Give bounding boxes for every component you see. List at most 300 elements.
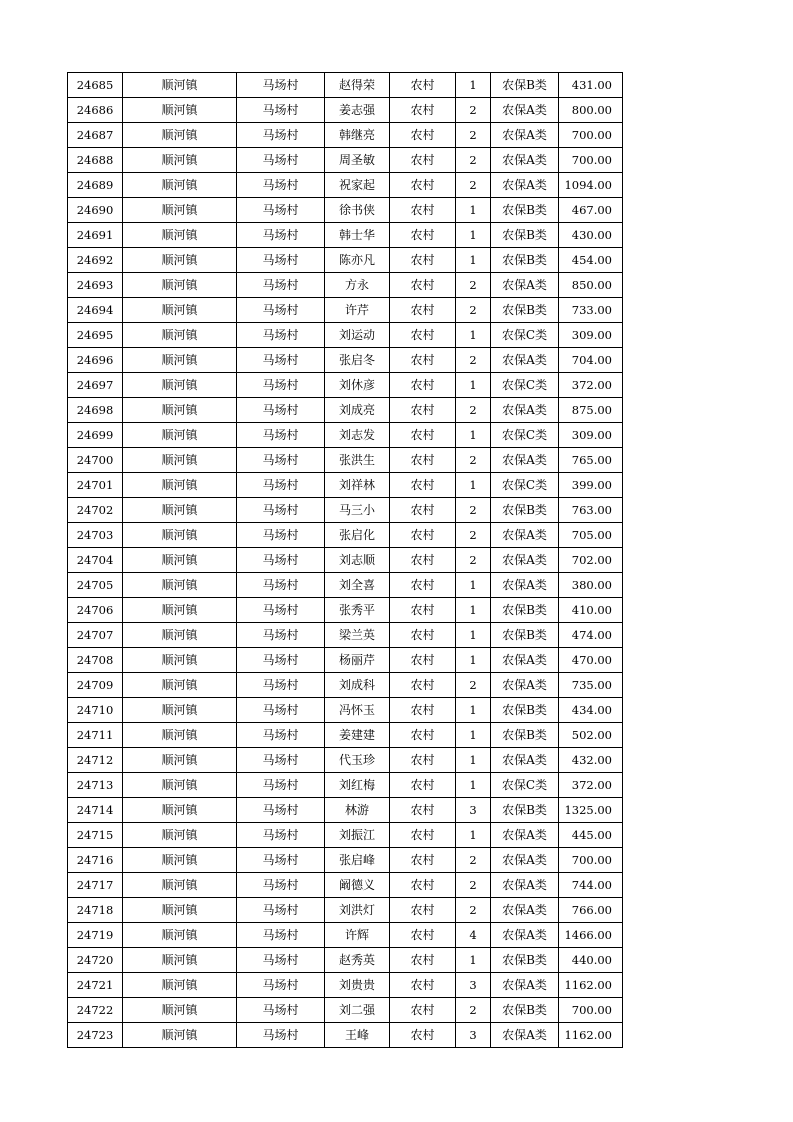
cell-household-count: 2 (456, 148, 491, 173)
cell-person-name: 刘志发 (325, 423, 390, 448)
cell-village: 马场村 (237, 323, 325, 348)
table-row (68, 648, 623, 673)
cell-insurance-category: 农保A类 (491, 973, 559, 998)
cell-household-count: 1 (456, 373, 491, 398)
cell-person-name: 张启峰 (325, 848, 390, 873)
cell-record-id: 24703 (68, 523, 123, 548)
cell-area-type: 农村 (390, 598, 456, 623)
cell-record-id: 24716 (68, 848, 123, 873)
cell-area-type: 农村 (390, 773, 456, 798)
cell-household-count: 2 (456, 273, 491, 298)
cell-amount: 763.00 (559, 498, 623, 523)
cell-record-id: 24691 (68, 223, 123, 248)
cell-insurance-category: 农保C类 (491, 373, 559, 398)
cell-insurance-category: 农保A类 (491, 448, 559, 473)
cell-person-name: 张秀平 (325, 598, 390, 623)
table-row (68, 573, 623, 598)
cell-person-name: 林游 (325, 798, 390, 823)
cell-area-type: 农村 (390, 548, 456, 573)
cell-village: 马场村 (237, 498, 325, 523)
cell-household-count: 2 (456, 448, 491, 473)
cell-record-id: 24705 (68, 573, 123, 598)
cell-person-name: 许辉 (325, 923, 390, 948)
cell-person-name: 周圣敏 (325, 148, 390, 173)
cell-household-count: 1 (456, 473, 491, 498)
cell-amount: 1162.00 (559, 973, 623, 998)
cell-insurance-category: 农保A类 (491, 823, 559, 848)
cell-insurance-category: 农保B类 (491, 948, 559, 973)
cell-record-id: 24698 (68, 398, 123, 423)
cell-amount: 432.00 (559, 748, 623, 773)
cell-village: 马场村 (237, 173, 325, 198)
cell-household-count: 2 (456, 523, 491, 548)
cell-area-type: 农村 (390, 973, 456, 998)
cell-insurance-category: 农保B类 (491, 298, 559, 323)
cell-village: 马场村 (237, 923, 325, 948)
cell-area-type: 农村 (390, 698, 456, 723)
cell-amount: 875.00 (559, 398, 623, 423)
cell-area-type: 农村 (390, 498, 456, 523)
cell-household-count: 2 (456, 998, 491, 1023)
cell-town: 顺河镇 (123, 273, 237, 298)
cell-household-count: 2 (456, 898, 491, 923)
table-row (68, 873, 623, 898)
cell-amount: 700.00 (559, 998, 623, 1023)
cell-village: 马场村 (237, 348, 325, 373)
cell-town: 顺河镇 (123, 923, 237, 948)
cell-amount: 766.00 (559, 898, 623, 923)
cell-record-id: 24709 (68, 673, 123, 698)
cell-record-id: 24689 (68, 173, 123, 198)
table-row (68, 948, 623, 973)
cell-village: 马场村 (237, 648, 325, 673)
cell-town: 顺河镇 (123, 748, 237, 773)
cell-person-name: 赵得荣 (325, 73, 390, 98)
cell-area-type: 农村 (390, 73, 456, 98)
cell-insurance-category: 农保A类 (491, 398, 559, 423)
table-row (68, 523, 623, 548)
cell-amount: 309.00 (559, 423, 623, 448)
cell-insurance-category: 农保A类 (491, 148, 559, 173)
cell-village: 马场村 (237, 848, 325, 873)
cell-household-count: 3 (456, 798, 491, 823)
cell-village: 马场村 (237, 123, 325, 148)
cell-village: 马场村 (237, 523, 325, 548)
cell-person-name: 祝家起 (325, 173, 390, 198)
cell-record-id: 24715 (68, 823, 123, 848)
cell-amount: 765.00 (559, 448, 623, 473)
cell-insurance-category: 农保B类 (491, 623, 559, 648)
table-row (68, 223, 623, 248)
cell-person-name: 刘运动 (325, 323, 390, 348)
cell-town: 顺河镇 (123, 373, 237, 398)
cell-town: 顺河镇 (123, 773, 237, 798)
table-row (68, 673, 623, 698)
cell-village: 马场村 (237, 948, 325, 973)
table-row (68, 748, 623, 773)
cell-insurance-category: 农保C类 (491, 473, 559, 498)
cell-village: 马场村 (237, 298, 325, 323)
cell-village: 马场村 (237, 773, 325, 798)
cell-area-type: 农村 (390, 848, 456, 873)
cell-amount: 1325.00 (559, 798, 623, 823)
cell-area-type: 农村 (390, 823, 456, 848)
beneficiary-table (67, 72, 623, 1048)
cell-town: 顺河镇 (123, 598, 237, 623)
table-row (68, 998, 623, 1023)
cell-insurance-category: 农保A类 (491, 848, 559, 873)
table-row (68, 248, 623, 273)
cell-household-count: 2 (456, 873, 491, 898)
cell-record-id: 24704 (68, 548, 123, 573)
cell-insurance-category: 农保B类 (491, 598, 559, 623)
cell-town: 顺河镇 (123, 848, 237, 873)
cell-household-count: 2 (456, 498, 491, 523)
cell-village: 马场村 (237, 248, 325, 273)
cell-village: 马场村 (237, 98, 325, 123)
cell-village: 马场村 (237, 1023, 325, 1048)
cell-insurance-category: 农保A类 (491, 98, 559, 123)
table-row (68, 323, 623, 348)
cell-household-count: 1 (456, 198, 491, 223)
cell-person-name: 马三小 (325, 498, 390, 523)
cell-person-name: 刘二强 (325, 998, 390, 1023)
table-row (68, 348, 623, 373)
cell-town: 顺河镇 (123, 898, 237, 923)
cell-area-type: 农村 (390, 523, 456, 548)
cell-household-count: 1 (456, 248, 491, 273)
cell-insurance-category: 农保A类 (491, 123, 559, 148)
cell-area-type: 农村 (390, 348, 456, 373)
cell-town: 顺河镇 (123, 473, 237, 498)
cell-household-count: 1 (456, 823, 491, 848)
table-row (68, 423, 623, 448)
cell-area-type: 农村 (390, 673, 456, 698)
cell-household-count: 1 (456, 598, 491, 623)
cell-record-id: 24696 (68, 348, 123, 373)
cell-area-type: 农村 (390, 948, 456, 973)
cell-area-type: 农村 (390, 323, 456, 348)
cell-record-id: 24702 (68, 498, 123, 523)
cell-insurance-category: 农保A类 (491, 523, 559, 548)
cell-household-count: 1 (456, 573, 491, 598)
cell-town: 顺河镇 (123, 248, 237, 273)
cell-insurance-category: 农保C类 (491, 423, 559, 448)
cell-amount: 702.00 (559, 548, 623, 573)
cell-village: 马场村 (237, 198, 325, 223)
cell-amount: 399.00 (559, 473, 623, 498)
cell-area-type: 农村 (390, 473, 456, 498)
cell-record-id: 24688 (68, 148, 123, 173)
table-body (68, 73, 623, 1048)
cell-person-name: 张启化 (325, 523, 390, 548)
cell-town: 顺河镇 (123, 998, 237, 1023)
table-row (68, 98, 623, 123)
cell-area-type: 农村 (390, 148, 456, 173)
cell-person-name: 许芹 (325, 298, 390, 323)
cell-town: 顺河镇 (123, 873, 237, 898)
cell-person-name: 韩士华 (325, 223, 390, 248)
cell-person-name: 陈亦凡 (325, 248, 390, 273)
cell-amount: 700.00 (559, 848, 623, 873)
cell-insurance-category: 农保B类 (491, 248, 559, 273)
cell-insurance-category: 农保B类 (491, 798, 559, 823)
cell-town: 顺河镇 (123, 448, 237, 473)
cell-town: 顺河镇 (123, 73, 237, 98)
cell-area-type: 农村 (390, 623, 456, 648)
cell-record-id: 24708 (68, 648, 123, 673)
cell-record-id: 24723 (68, 1023, 123, 1048)
cell-insurance-category: 农保C类 (491, 323, 559, 348)
cell-village: 马场村 (237, 973, 325, 998)
cell-village: 马场村 (237, 423, 325, 448)
cell-amount: 454.00 (559, 248, 623, 273)
cell-town: 顺河镇 (123, 698, 237, 723)
cell-insurance-category: 农保A类 (491, 923, 559, 948)
cell-person-name: 赵秀英 (325, 948, 390, 973)
cell-town: 顺河镇 (123, 123, 237, 148)
cell-insurance-category: 农保B类 (491, 223, 559, 248)
table-row (68, 548, 623, 573)
cell-village: 马场村 (237, 148, 325, 173)
cell-insurance-category: 农保A类 (491, 873, 559, 898)
cell-household-count: 3 (456, 973, 491, 998)
cell-amount: 735.00 (559, 673, 623, 698)
cell-insurance-category: 农保B类 (491, 198, 559, 223)
cell-person-name: 徐书侠 (325, 198, 390, 223)
cell-record-id: 24722 (68, 998, 123, 1023)
table-row (68, 923, 623, 948)
table-row (68, 773, 623, 798)
cell-record-id: 24694 (68, 298, 123, 323)
cell-village: 马场村 (237, 448, 325, 473)
cell-household-count: 1 (456, 323, 491, 348)
cell-town: 顺河镇 (123, 348, 237, 373)
cell-record-id: 24687 (68, 123, 123, 148)
cell-village: 马场村 (237, 698, 325, 723)
cell-record-id: 24719 (68, 923, 123, 948)
cell-record-id: 24692 (68, 248, 123, 273)
table-row (68, 448, 623, 473)
cell-person-name: 刘振江 (325, 823, 390, 848)
cell-area-type: 农村 (390, 198, 456, 223)
table-row (68, 598, 623, 623)
cell-area-type: 农村 (390, 923, 456, 948)
cell-record-id: 24700 (68, 448, 123, 473)
cell-town: 顺河镇 (123, 823, 237, 848)
cell-record-id: 24686 (68, 98, 123, 123)
cell-person-name: 张洪生 (325, 448, 390, 473)
cell-area-type: 农村 (390, 173, 456, 198)
cell-village: 马场村 (237, 823, 325, 848)
table-row (68, 273, 623, 298)
cell-insurance-category: 农保A类 (491, 648, 559, 673)
cell-household-count: 1 (456, 948, 491, 973)
table-row (68, 398, 623, 423)
cell-village: 马场村 (237, 898, 325, 923)
cell-household-count: 2 (456, 848, 491, 873)
cell-insurance-category: 农保A类 (491, 548, 559, 573)
cell-amount: 502.00 (559, 723, 623, 748)
cell-amount: 1466.00 (559, 923, 623, 948)
cell-record-id: 24690 (68, 198, 123, 223)
cell-area-type: 农村 (390, 573, 456, 598)
cell-record-id: 24699 (68, 423, 123, 448)
table-row (68, 623, 623, 648)
cell-record-id: 24693 (68, 273, 123, 298)
cell-amount: 431.00 (559, 73, 623, 98)
cell-area-type: 农村 (390, 248, 456, 273)
cell-person-name: 姜建建 (325, 723, 390, 748)
cell-area-type: 农村 (390, 423, 456, 448)
cell-person-name: 冯怀玉 (325, 698, 390, 723)
cell-amount: 705.00 (559, 523, 623, 548)
cell-amount: 744.00 (559, 873, 623, 898)
cell-amount: 410.00 (559, 598, 623, 623)
cell-town: 顺河镇 (123, 223, 237, 248)
cell-record-id: 24712 (68, 748, 123, 773)
cell-town: 顺河镇 (123, 948, 237, 973)
cell-household-count: 2 (456, 398, 491, 423)
table-row (68, 973, 623, 998)
cell-village: 马场村 (237, 748, 325, 773)
cell-village: 马场村 (237, 73, 325, 98)
cell-household-count: 2 (456, 98, 491, 123)
cell-town: 顺河镇 (123, 648, 237, 673)
cell-amount: 1094.00 (559, 173, 623, 198)
cell-town: 顺河镇 (123, 548, 237, 573)
cell-insurance-category: 农保A类 (491, 273, 559, 298)
cell-record-id: 24707 (68, 623, 123, 648)
cell-town: 顺河镇 (123, 173, 237, 198)
cell-village: 马场村 (237, 473, 325, 498)
cell-person-name: 阚德义 (325, 873, 390, 898)
cell-amount: 440.00 (559, 948, 623, 973)
cell-town: 顺河镇 (123, 973, 237, 998)
cell-household-count: 1 (456, 623, 491, 648)
cell-amount: 372.00 (559, 373, 623, 398)
cell-insurance-category: 农保A类 (491, 748, 559, 773)
cell-area-type: 农村 (390, 373, 456, 398)
cell-area-type: 农村 (390, 448, 456, 473)
cell-insurance-category: 农保A类 (491, 1023, 559, 1048)
cell-record-id: 24721 (68, 973, 123, 998)
cell-area-type: 农村 (390, 1023, 456, 1048)
cell-record-id: 24713 (68, 773, 123, 798)
cell-household-count: 1 (456, 423, 491, 448)
cell-insurance-category: 农保B类 (491, 698, 559, 723)
cell-insurance-category: 农保A类 (491, 573, 559, 598)
cell-household-count: 2 (456, 173, 491, 198)
cell-household-count: 1 (456, 223, 491, 248)
cell-person-name: 刘成科 (325, 673, 390, 698)
cell-town: 顺河镇 (123, 398, 237, 423)
cell-town: 顺河镇 (123, 573, 237, 598)
table-row (68, 498, 623, 523)
cell-household-count: 1 (456, 723, 491, 748)
cell-person-name: 姜志强 (325, 98, 390, 123)
cell-person-name: 刘祥林 (325, 473, 390, 498)
table-row (68, 473, 623, 498)
table-row (68, 723, 623, 748)
cell-area-type: 农村 (390, 648, 456, 673)
table-row (68, 123, 623, 148)
cell-amount: 700.00 (559, 123, 623, 148)
cell-village: 马场村 (237, 998, 325, 1023)
table-row (68, 298, 623, 323)
cell-village: 马场村 (237, 798, 325, 823)
table-row (68, 698, 623, 723)
cell-town: 顺河镇 (123, 148, 237, 173)
cell-person-name: 王峰 (325, 1023, 390, 1048)
cell-household-count: 1 (456, 748, 491, 773)
table-row (68, 798, 623, 823)
cell-person-name: 杨丽芹 (325, 648, 390, 673)
cell-amount: 1162.00 (559, 1023, 623, 1048)
cell-amount: 430.00 (559, 223, 623, 248)
cell-insurance-category: 农保B类 (491, 498, 559, 523)
cell-insurance-category: 农保A类 (491, 898, 559, 923)
cell-person-name: 刘全喜 (325, 573, 390, 598)
cell-village: 马场村 (237, 273, 325, 298)
cell-village: 马场村 (237, 723, 325, 748)
cell-household-count: 1 (456, 648, 491, 673)
cell-person-name: 方永 (325, 273, 390, 298)
cell-amount: 309.00 (559, 323, 623, 348)
cell-insurance-category: 农保B类 (491, 723, 559, 748)
cell-person-name: 梁兰英 (325, 623, 390, 648)
cell-village: 马场村 (237, 548, 325, 573)
cell-town: 顺河镇 (123, 198, 237, 223)
cell-insurance-category: 农保B类 (491, 998, 559, 1023)
cell-household-count: 1 (456, 773, 491, 798)
cell-area-type: 农村 (390, 398, 456, 423)
cell-amount: 372.00 (559, 773, 623, 798)
cell-area-type: 农村 (390, 748, 456, 773)
cell-village: 马场村 (237, 398, 325, 423)
table-row (68, 848, 623, 873)
cell-area-type: 农村 (390, 123, 456, 148)
cell-person-name: 刘休彦 (325, 373, 390, 398)
cell-household-count: 4 (456, 923, 491, 948)
cell-town: 顺河镇 (123, 623, 237, 648)
table-row (68, 373, 623, 398)
cell-household-count: 3 (456, 1023, 491, 1048)
cell-household-count: 2 (456, 348, 491, 373)
cell-person-name: 韩继亮 (325, 123, 390, 148)
cell-town: 顺河镇 (123, 798, 237, 823)
cell-person-name: 刘贵贵 (325, 973, 390, 998)
cell-amount: 700.00 (559, 148, 623, 173)
cell-amount: 445.00 (559, 823, 623, 848)
cell-area-type: 农村 (390, 223, 456, 248)
cell-record-id: 24685 (68, 73, 123, 98)
cell-town: 顺河镇 (123, 298, 237, 323)
cell-person-name: 刘成亮 (325, 398, 390, 423)
table-row (68, 173, 623, 198)
cell-village: 马场村 (237, 223, 325, 248)
cell-village: 马场村 (237, 373, 325, 398)
table-row (68, 823, 623, 848)
cell-person-name: 刘红梅 (325, 773, 390, 798)
cell-insurance-category: 农保C类 (491, 773, 559, 798)
cell-record-id: 24695 (68, 323, 123, 348)
cell-record-id: 24710 (68, 698, 123, 723)
cell-town: 顺河镇 (123, 498, 237, 523)
cell-record-id: 24697 (68, 373, 123, 398)
cell-household-count: 1 (456, 698, 491, 723)
table-row (68, 148, 623, 173)
